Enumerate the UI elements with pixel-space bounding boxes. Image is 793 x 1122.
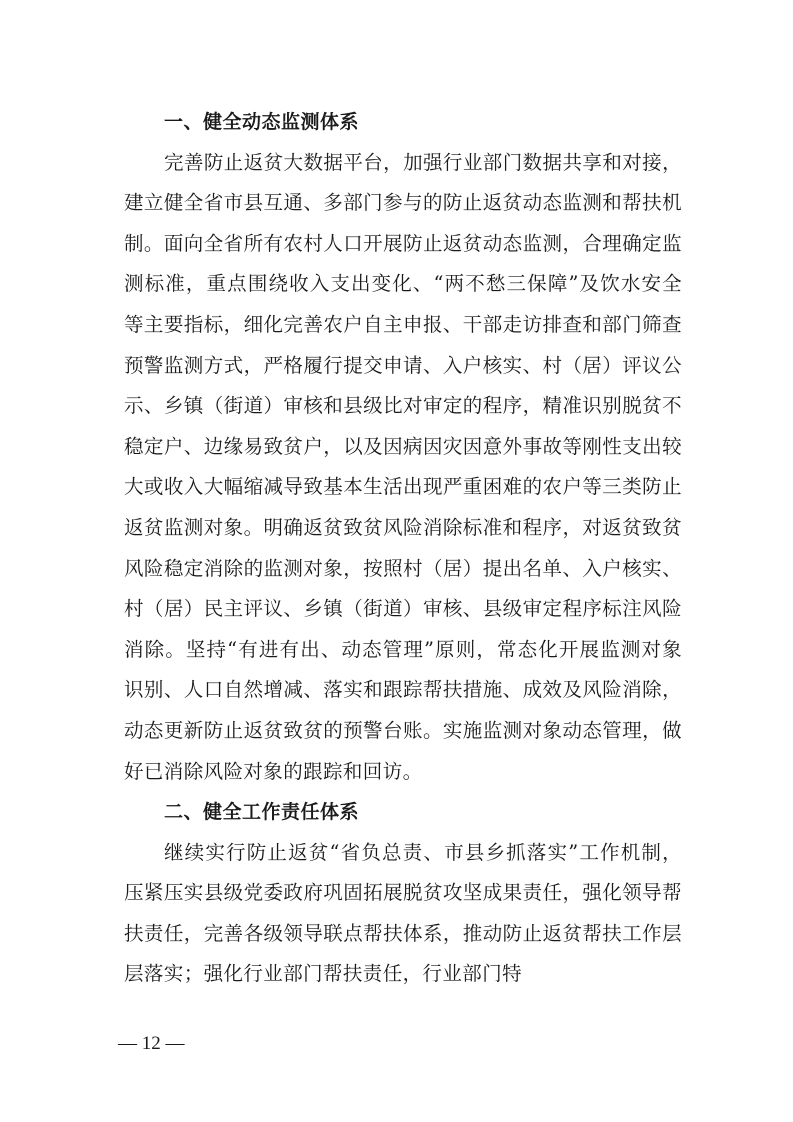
page-body bbox=[124, 102, 682, 995]
section-paragraph-2: 继续实行防止返贫“省负总责、市县乡抓落实”工作机制，压紧压实县级党委政府巩固拓展脱贫攻坚成果责任，强化领导帮扶责任，完善各级领导联点帮扶体系，推动防止返贫帮扶工作层层落实；强化行业部门帮扶责任，行业部门特 bbox=[124, 840, 682, 986]
section-heading-1: 一、健全动态监测体系 bbox=[164, 111, 360, 133]
page-number: — 12 — bbox=[118, 1033, 185, 1054]
section-paragraph-1: 完善防止返贫大数据平台，加强行业部门数据共享和对接，建立健全省市县互通、多部门参与的防止返贫动态监测和帮扶机制。面向全省所有农村人口开展防止返贫动态监测，合理确定监测标准，重点围绕收入支出变化、“两不愁三保障”及饮水安全等主要指标，细化完善农户自主申报、干部走访排查和部门筛查预警监测方式，严格履行提交申请、入户核实、村（居）评议公示、乡镇（街道）审核和县级比对审定的程序，精准识别脱贫不稳定户、边缘易致贫户，以及因病因灾因意外事故等刚性支出较大或收入大幅缩减导致基本生活出现严重困难的农户等三类防止返贫监测对象。明确返贫致贫风险消除标准和程序，对返贫致贫风险稳定消除的监测对象，按照村（居）提出名单、入户核实、村（居）民主评议、乡镇（街道）审核、县级审定程序标注风险消除。坚持“有进有出、动态管理”原则，常态化开展监测对象识别、人口自然增减、落实和跟踪帮扶措施、成效及风险消除，动态更新防止返贫致贫的预警台账。实施监测对象动态管理，做好已消除风险对象的跟踪和回访。 bbox=[124, 150, 682, 783]
section-heading-2: 二、健全工作责任体系 bbox=[164, 801, 360, 824]
